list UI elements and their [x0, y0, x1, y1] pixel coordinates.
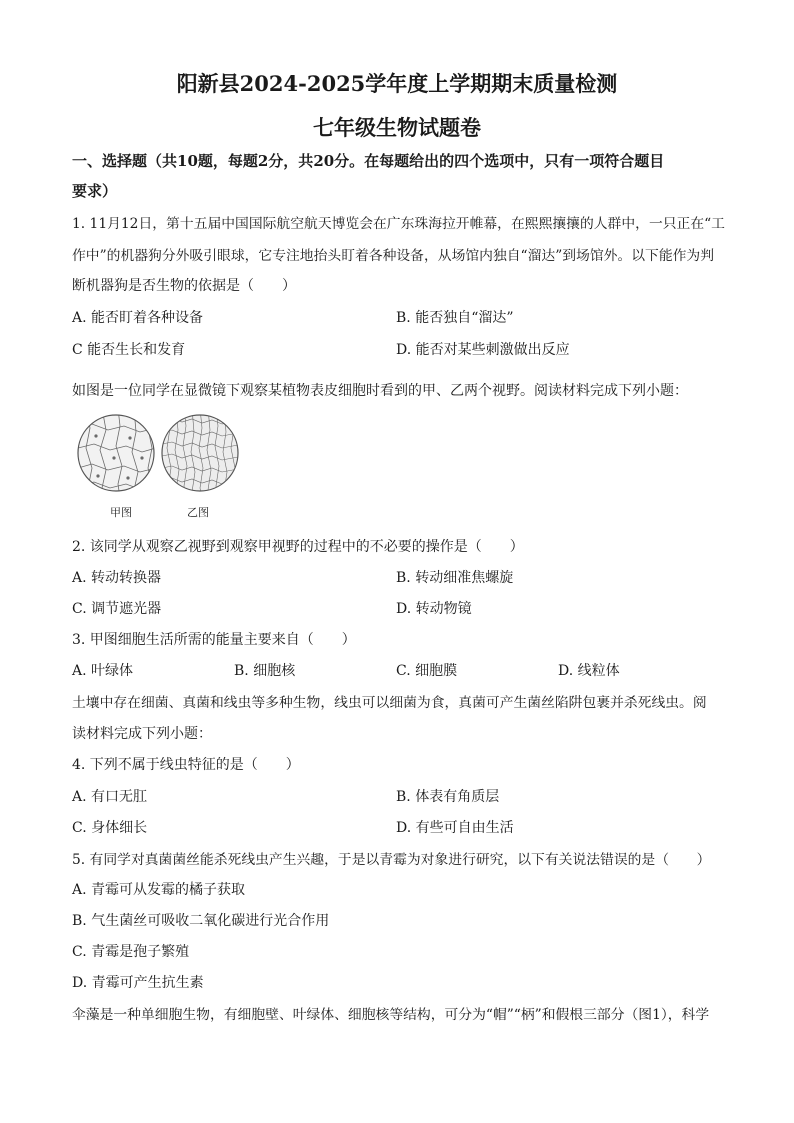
q1-option-a: A. 能否盯着各种设备: [72, 310, 204, 326]
q1-stem-line2: 作中”的机器狗分外吸引眼球，它专注地抬头盯着各种设备，从场馆内独自“溜达”到场馆外。以下能作为判: [72, 248, 715, 264]
microscope-views-figure: [72, 408, 244, 498]
q3-stem: 3. 甲图细胞生活所需的能量主要来自（ ）: [72, 632, 356, 648]
q4-option-d: D. 有些可自由生活: [396, 820, 514, 836]
q2-option-d: D. 转动物镜: [396, 601, 472, 617]
q3-option-a: A. 叶绿体: [72, 663, 134, 679]
figure-caption-yi: 乙图: [187, 506, 209, 519]
q1-option-c: C 能否生长和发育: [72, 342, 186, 358]
q2-option-c: C. 调节遮光器: [72, 601, 162, 617]
material-intro-umbrella-alga: 伞藻是一种单细胞生物，有细胞壁、叶绿体、细胞核等结构，可分为“帽”“柄”和假根三部分（图1），科学: [72, 1007, 710, 1023]
q5-stem: 5. 有同学对真菌菌丝能杀死线虫产生兴趣，于是以青霉为对象进行研究，以下有关说法错误的是（ ）: [72, 852, 711, 868]
exam-title: 阳新县2024-2025学年度上学期期末质量检测: [176, 71, 618, 96]
q4-stem: 4. 下列不属于线虫特征的是（ ）: [72, 757, 300, 773]
material-intro-soil-line2: 读材料完成下列小题：: [72, 726, 212, 742]
q5-option-b: B. 气生菌丝可吸收二氧化碳进行光合作用: [72, 913, 330, 929]
q2-option-a: A. 转动转换器: [72, 570, 162, 586]
q1-stem-line1: 1. 11月12日，第十五届中国国际航空航天博览会在广东珠海拉开帷幕，在熙熙攘攘的人群中，一只正在“工: [72, 216, 725, 232]
q4-option-c: C. 身体细长: [72, 820, 148, 836]
q1-option-d: D. 能否对某些刺激做出反应: [396, 342, 570, 358]
view-jia: [72, 408, 162, 498]
q1-stem-line3: 断机器狗是否生物的依据是（ ）: [72, 278, 296, 294]
figure-caption-jia: 甲图: [110, 506, 132, 519]
section-heading-cont: 要求）: [72, 182, 118, 200]
q4-option-b: B. 体表有角质层: [396, 789, 500, 805]
material-intro-soil-line1: 土壤中存在细菌、真菌和线虫等多种生物，线虫可以细菌为食，真菌可产生菌丝陷阱包裹并杀死线虫。阅: [72, 695, 707, 711]
section-heading: 一、选择题（共10题，每题2分，共20分。在每题给出的四个选项中，只有一项符合题目: [72, 152, 665, 170]
q4-option-a: A. 有口无肛: [72, 789, 148, 805]
q2-option-b: B. 转动细准焦螺旋: [396, 570, 514, 586]
q5-option-a: A. 青霉可从发霉的橘子获取: [72, 882, 246, 898]
q3-option-b: B. 细胞核: [234, 663, 296, 679]
q5-option-c: C. 青霉是孢子繁殖: [72, 944, 190, 960]
exam-subtitle: 七年级生物试题卷: [313, 115, 481, 140]
q1-option-b: B. 能否独自“溜达”: [396, 310, 514, 326]
q3-option-d: D. 线粒体: [558, 663, 620, 679]
view-yi: [158, 408, 244, 498]
q3-option-c: C. 细胞膜: [396, 663, 458, 679]
q5-option-d: D. 青霉可产生抗生素: [72, 975, 204, 991]
q2-stem: 2. 该同学从观察乙视野到观察甲视野的过程中的不必要的操作是（ ）: [72, 539, 524, 555]
material-intro-microscope: 如图是一位同学在显微镜下观察某植物表皮细胞时看到的甲、乙两个视野。阅读材料完成下列小题：: [72, 383, 688, 399]
